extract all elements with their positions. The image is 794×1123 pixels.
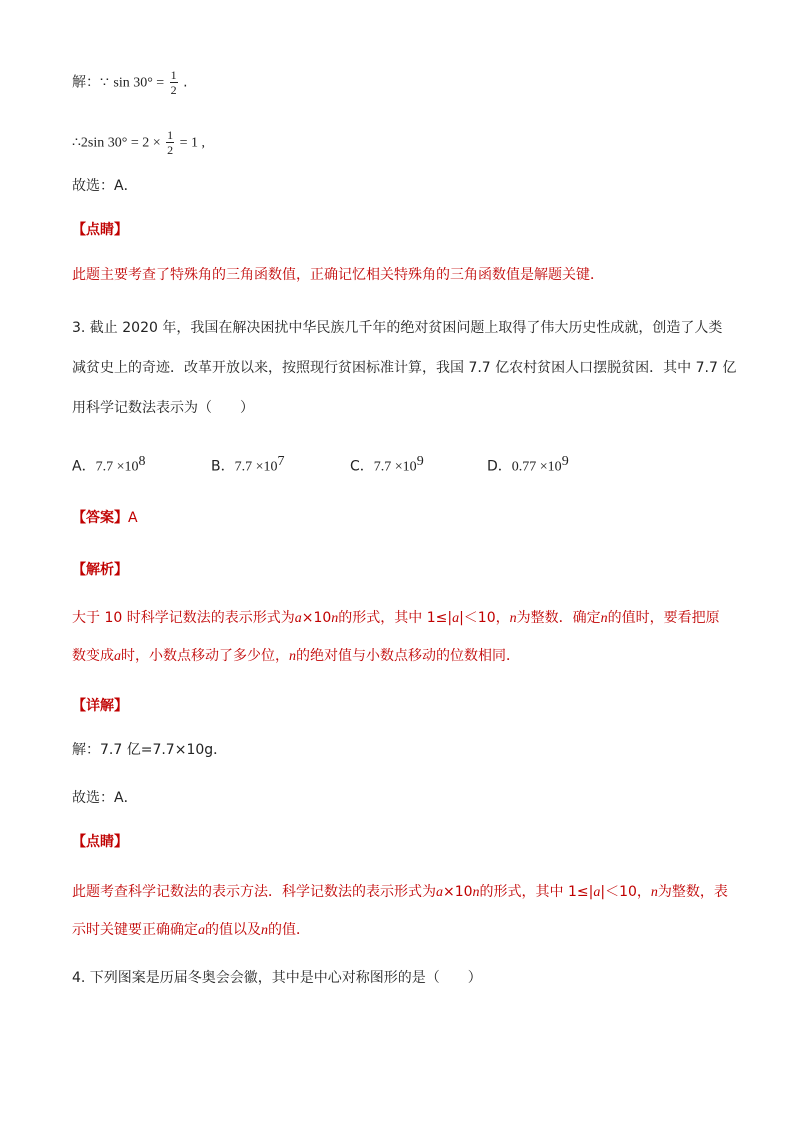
analysis-text: 大于 10 时科学记数法的表示形式为 — [72, 610, 295, 626]
variable-n: n — [331, 611, 339, 626]
variable-a: a — [114, 649, 121, 664]
option-label: A． — [72, 458, 96, 475]
question-3-line-2: 减贫史上的奇迹．改革开放以来，按照现行贫困标准计算，我国 7.7 亿农村贫困人口摆脱贫困．其中 7.7 亿 — [72, 360, 737, 376]
option-exponent: 9 — [561, 454, 569, 469]
question-4-line-1: 4. 下列图案是历届冬奥会会徽，其中是中心对称图形的是（ ） — [72, 970, 482, 986]
option-value: 7.7 ×10 — [95, 459, 139, 475]
question-3-line-3: 用科学记数法表示为（ ） — [72, 400, 254, 416]
comment-text: |＜10， — [600, 884, 651, 900]
analysis-text: 时，小数点移动了多少位， — [121, 648, 289, 664]
comment-text: 此题主要考查了特殊角的三角函数值，正确记忆相关特殊角的三角函数值是解题关键． — [72, 267, 604, 283]
variable-a: a — [294, 611, 302, 626]
comment-text: 为整数，表 — [657, 884, 728, 900]
option-c — [350, 452, 424, 478]
variable-n: n — [650, 885, 658, 900]
answer-value: A — [128, 510, 138, 526]
double-sin-expression: 2sin 30° = 2 × — [80, 135, 161, 151]
analysis-text: 的绝对值与小数点移动的位数相同． — [296, 648, 520, 664]
analysis-text: 数变成 — [72, 648, 114, 664]
option-label: B． — [211, 458, 235, 475]
comment-text: 的值． — [268, 922, 310, 938]
variable-a: a — [436, 885, 443, 900]
fraction-denominator: 2 — [170, 83, 177, 97]
variable-n: n — [509, 611, 517, 626]
comment-text: 的形式，其中 1≤| — [479, 884, 594, 900]
sin-expression: sin 30° = — [113, 75, 165, 91]
choice-line: 故选：A． — [72, 790, 138, 806]
answer-line — [72, 508, 138, 528]
analysis-line-2 — [72, 646, 520, 667]
fraction-one-half — [166, 128, 174, 157]
solution-line-2 — [72, 128, 205, 157]
option-exponent: 9 — [416, 454, 424, 469]
question-3-line-1: 3. 截止 2020 年，我国在解决困扰中华民族几千年的绝对贫困问题上取得了伟大历史性成就，创造了人类 — [72, 320, 723, 336]
comment-tag: 【点睛】 — [72, 834, 128, 850]
analysis-line-1 — [72, 608, 720, 629]
comment-text: 此题考查科学记数法的表示方法．科学记数法的表示形式为 — [72, 884, 436, 900]
analysis-text: 为整数．确定 — [516, 610, 601, 626]
variable-a: a — [452, 611, 460, 626]
therefore-symbol: ∴ — [72, 135, 81, 151]
variable-n: n — [289, 649, 296, 664]
fraction-numerator: 1 — [167, 128, 174, 142]
variable-n: n — [472, 885, 480, 900]
variable-a: a — [198, 923, 205, 938]
fraction-one-half — [170, 68, 178, 97]
option-value: 7.7 ×10 — [373, 459, 417, 475]
analysis-text: 的形式，其中 1≤| — [338, 610, 453, 626]
variable-n: n — [600, 611, 608, 626]
comment-tag: 【点睛】 — [72, 222, 128, 238]
fraction-numerator: 1 — [170, 68, 177, 82]
option-label: C． — [350, 458, 374, 475]
option-exponent: 8 — [138, 454, 146, 469]
because-symbol: ∵ — [100, 75, 109, 91]
option-b — [211, 452, 285, 478]
detail-tag: 【详解】 — [72, 698, 128, 714]
comment-text: 的值以及 — [205, 922, 261, 938]
result: = 1 , — [179, 135, 205, 151]
choice-line: 故选：A． — [72, 178, 138, 194]
analysis-text: ×10 — [301, 610, 332, 626]
variable-n: n — [261, 923, 268, 938]
option-value: 0.77 ×10 — [511, 459, 562, 475]
answer-tag: 【答案】 — [72, 510, 128, 526]
option-a — [72, 452, 145, 478]
comment-line-2 — [72, 920, 310, 941]
option-d — [487, 452, 569, 478]
solution-prefix: 解： — [72, 74, 100, 91]
fraction-denominator: 2 — [167, 143, 174, 157]
option-exponent: 7 — [277, 454, 285, 469]
comment-text: 示时关键要正确确定 — [72, 922, 198, 938]
variable-a: a — [593, 885, 601, 900]
option-label: D． — [487, 458, 512, 475]
period: . — [183, 74, 188, 91]
option-value: 7.7 ×10 — [234, 459, 278, 475]
detail-text: 解：7.7 亿=7.7×10g． — [72, 742, 228, 758]
analysis-text: |＜10， — [459, 610, 510, 626]
comment-line-1 — [72, 882, 728, 903]
analysis-tag: 【解析】 — [72, 562, 128, 578]
comment-text: ×10 — [443, 884, 473, 900]
solution-line-1 — [72, 68, 188, 97]
analysis-text: 的值时，要看把原 — [607, 610, 720, 626]
